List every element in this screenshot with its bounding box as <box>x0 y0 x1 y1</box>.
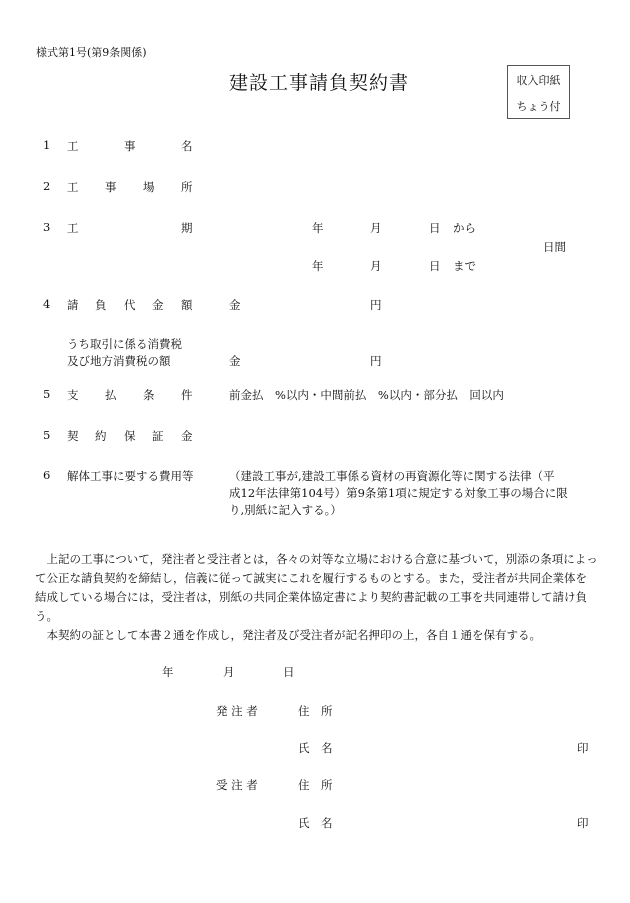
orderer-seal-mark: 印 <box>577 741 589 755</box>
contractor-seal-mark: 印 <box>577 816 589 830</box>
item-1-number: 1 <box>43 138 51 152</box>
page-title: 建設工事請負契約書 <box>229 72 410 94</box>
item-2-label-char: 工 <box>67 180 79 194</box>
item-4-label-char: 額 <box>181 298 193 312</box>
item-6-note-line-1: （建設工事が,建設工事係る資材の再資源化等に関する法律（平 <box>229 469 555 483</box>
duration-days-label: 日間 <box>543 240 566 254</box>
item-5-label-char: 払 <box>105 388 117 402</box>
revenue-stamp-box <box>507 65 570 119</box>
item-5b-number: 5 <box>43 428 51 442</box>
item-5b-label-char: 証 <box>152 429 164 443</box>
item-2-label-char: 事 <box>105 180 117 194</box>
date-month-unit: 月 <box>223 665 235 679</box>
orderer-name-label: 氏 名 <box>298 741 333 755</box>
item-4-number: 4 <box>43 297 51 311</box>
body-line: う。 <box>35 609 58 623</box>
date-year-unit: 年 <box>162 665 174 679</box>
item-4-label-char: 請 <box>67 298 79 312</box>
item-6-note-line-2: 成12年法律第104号）第9条第1項に規定する対象工事の場合に限 <box>229 486 568 500</box>
item-5b-label-char: 契 <box>67 429 79 443</box>
item-4-label-char: 負 <box>95 298 107 312</box>
start-from-label: から <box>453 221 476 235</box>
item-5-number: 5 <box>43 387 51 401</box>
amount-yen-unit: 円 <box>370 298 382 312</box>
item-5-label-char: 件 <box>181 388 193 402</box>
item-3-number: 3 <box>43 220 51 234</box>
date-day-unit: 日 <box>283 665 295 679</box>
item-4-label-char: 金 <box>152 298 164 312</box>
start-year-unit: 年 <box>312 221 324 235</box>
item-2-number: 2 <box>43 179 51 193</box>
item-1-label-char: 工 <box>67 139 79 153</box>
item-1-label-char: 事 <box>124 139 136 153</box>
item-5-label-char: 条 <box>143 388 155 402</box>
item-3-label-char: 工 <box>67 221 79 235</box>
orderer-address-label: 住 所 <box>298 704 333 718</box>
end-until-label: まで <box>453 259 476 273</box>
form-number: 様式第1号(第9条関係) <box>36 46 147 59</box>
item-6-label: 解体工事に要する費用等 <box>67 469 194 483</box>
stamp-label-1: 収入印紙 <box>516 74 561 87</box>
orderer-label: 発 注 者 <box>216 704 258 718</box>
item-4-label-char: 代 <box>124 298 136 312</box>
item-5b-label-char: 金 <box>181 429 193 443</box>
amount-kin-label: 金 <box>229 298 241 312</box>
end-month-unit: 月 <box>370 259 382 273</box>
body-line: 結成している場合には，受注者は，別紙の共同企業体協定書により契約書記載の工事を共同連帯して請け負 <box>35 590 587 604</box>
tax-kin-label: 金 <box>229 354 241 368</box>
tax-label-line-1: うち取引に係る消費税 <box>67 337 182 351</box>
start-day-unit: 日 <box>429 221 441 235</box>
item-2-label-char: 所 <box>181 180 193 194</box>
item-6-number: 6 <box>43 468 51 482</box>
stamp-label-2: ちょう付 <box>516 100 561 113</box>
body-line: 上記の工事について，発注者と受注者とは，各々の対等な立場における合意に基づいて，別添の条項によっ <box>35 552 598 566</box>
item-6-note-line-3: り,別紙に記入する。） <box>229 503 342 517</box>
body-line: て公正な請負契約を締結し，信義に従って誠実にこれを履行するものとする。また，受注者が共同企業体を <box>35 571 587 585</box>
end-year-unit: 年 <box>312 259 324 273</box>
tax-label-line-2: 及び地方消費税の額 <box>67 354 171 368</box>
body-line: 本契約の証として本書２通を作成し，発注者及び受注者が記名押印の上，各自１通を保有する。 <box>35 628 541 642</box>
start-month-unit: 月 <box>370 221 382 235</box>
end-day-unit: 日 <box>429 259 441 273</box>
tax-yen-unit: 円 <box>370 354 382 368</box>
item-3-label-char: 期 <box>181 221 193 235</box>
contractor-address-label: 住 所 <box>298 778 333 792</box>
item-5-label-char: 支 <box>67 388 79 402</box>
contractor-name-label: 氏 名 <box>298 816 333 830</box>
item-5b-label-char: 約 <box>95 429 107 443</box>
contractor-label: 受 注 者 <box>216 778 258 792</box>
item-5b-label-char: 保 <box>124 429 136 443</box>
item-2-label-char: 場 <box>143 180 155 194</box>
payment-terms-value: 前金払 %以内・中間前払 %以内・部分払 回以内 <box>229 388 504 402</box>
item-1-label-char: 名 <box>181 139 193 153</box>
